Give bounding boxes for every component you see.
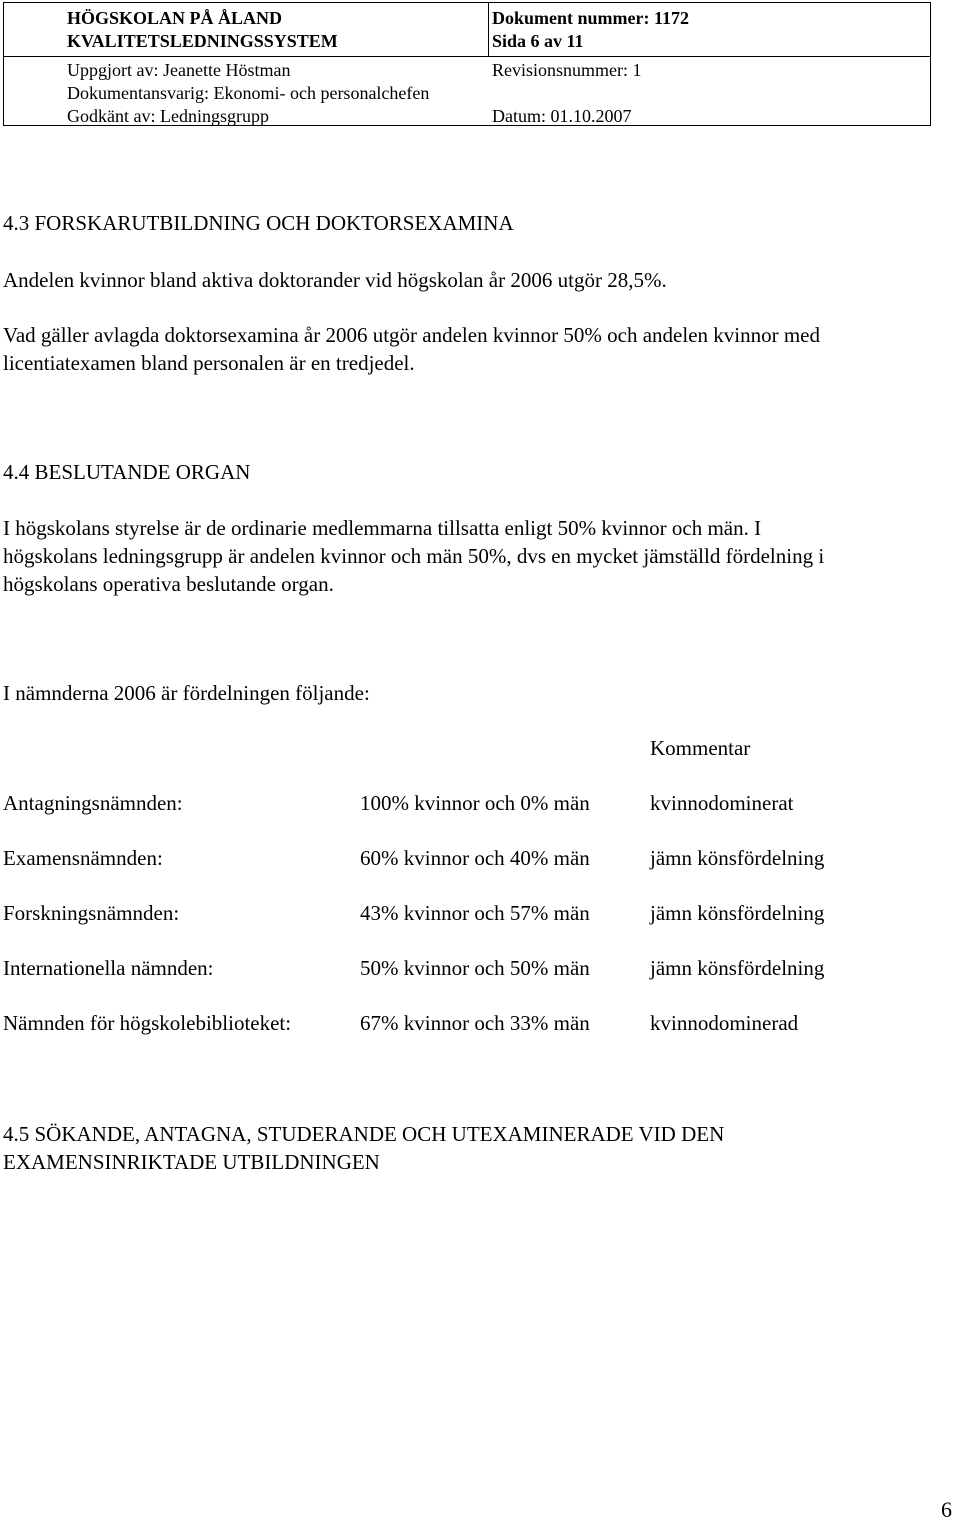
committee-name: Internationella nämnden: [3,956,214,980]
committee-distribution: 67% kvinnor och 33% män [360,1011,590,1035]
committee-comment: jämn könsfördelning [650,901,825,925]
heading-line: EXAMENSINRIKTADE UTBILDNINGEN [3,1150,380,1174]
committee-distribution: 100% kvinnor och 0% män [360,791,590,815]
section-4-4-heading: 4.4 BESLUTANDE ORGAN [3,460,251,484]
committee-row [0,899,960,928]
committee-comment: kvinnodominerad [650,1011,799,1035]
committee-row [0,954,960,983]
paragraph-line: högskolans operativa beslutande organ. [3,572,334,596]
committees-intro: I nämnderna 2006 är fördelningen följande: [3,681,370,705]
committee-row [0,1009,960,1038]
page-number: 6 [941,1497,952,1522]
institution-name: HÖGSKOLAN PÅ ÅLAND [67,8,283,28]
committee-name: Examensnämnden: [3,846,163,870]
approval-date: Datum: 01.10.2007 [492,106,632,126]
paragraph-line: I högskolans styrelse är de ordinarie medlemmarna tillsatta enligt 50% kvinnor och män. I [3,516,762,540]
committee-comment: jämn könsfördelning [650,846,825,870]
section-4-5-heading [3,1120,943,1176]
committee-name: Forskningsnämnden: [3,901,180,925]
section-4-3-paragraph-2 [3,321,943,377]
committee-name: Antagningsnämnden: [3,791,183,815]
revision-number: Revisionsnummer: 1 [492,60,642,80]
document-responsible: Dokumentansvarig: Ekonomi- och personalchefen [67,83,430,103]
committee-name: Nämnden för högskolebiblioteket: [3,1011,292,1035]
approved-by: Godkänt av: Ledningsgrupp [67,106,269,126]
system-name: KVALITETSLEDNINGSSYSTEM [67,31,338,51]
paragraph-line: Vad gäller avlagda doktorsexamina år 2006 utgör andelen kvinnor 50% och andelen kvinnor med [3,323,821,347]
committee-distribution: 43% kvinnor och 57% män [360,901,590,925]
committee-row [0,789,960,818]
header-divider-horizontal [4,56,930,57]
section-4-3-heading: 4.3 FORSKARUTBILDNING OCH DOKTORSEXAMINA [3,211,514,235]
committee-distribution: 50% kvinnor och 50% män [360,956,590,980]
document-number: Dokument nummer: 1172 [492,8,689,28]
document-header [3,2,931,126]
section-4-3-paragraph-1: Andelen kvinnor bland aktiva doktorander vid högskolan år 2006 utgör 28,5%. [3,268,667,292]
comment-column-header: Kommentar [650,736,751,760]
paragraph-line: licentiatexamen bland personalen är en tredjedel. [3,351,415,375]
page-info: Sida 6 av 11 [492,31,584,51]
paragraph-line: högskolans ledningsgrupp är andelen kvinnor och män 50%, dvs en mycket jämställd fördelning i [3,544,825,568]
committee-row [0,844,960,873]
prepared-by: Uppgjort av: Jeanette Höstman [67,60,291,80]
committee-comment: kvinnodominerat [650,791,794,815]
heading-line: 4.5 SÖKANDE, ANTAGNA, STUDERANDE OCH UTEXAMINERADE VID DEN [3,1122,725,1146]
committee-distribution: 60% kvinnor och 40% män [360,846,590,870]
section-4-4-paragraph [3,514,943,598]
header-divider-vertical [488,3,489,56]
committee-comment: jämn könsfördelning [650,956,825,980]
